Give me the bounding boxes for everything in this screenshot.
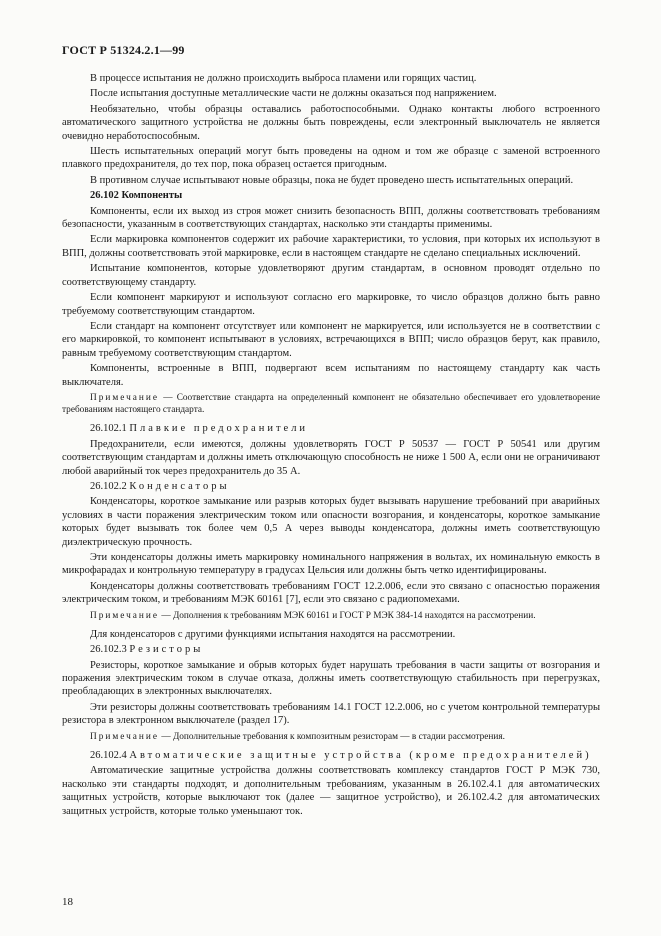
subsection-number: 26.102.2 [90,480,127,492]
paragraph: В процессе испытания не должно происходить выброса пламени или горящих частиц. [90,73,477,84]
note-text: — Дополнительные требования к композитным резисторам — в стадии рассмотрения. [159,731,505,742]
subsection-title: Резисторы [129,644,204,656]
subsection-heading [62,643,600,656]
paragraph: Необязательно, чтобы образцы оставались работоспособными. Однако контакты любого встроенного автоматического защитного устройства не должны быть повреждены, если электронный выключатель не является очевидно неработоспособным. [62,103,600,142]
note-text: — Соответствие стандарта на определенный компонент не обязательно обеспечивает его удовлетворение требованиям настоящего стандарта. [62,392,600,416]
note-label: Примечание [90,610,159,621]
paragraph: Компоненты, встроенные в ВПП, подвергают всем испытаниям по настоящему стандарту как часть выключателя. [62,363,600,388]
paragraph: Если маркировка компонентов содержит их рабочие характеристики, то условия, при которых их используют в ВПП, должны соответствовать этой маркировке, если в настоящем стандарте не сделано специальных исключений. [62,234,600,259]
paragraph: После испытания доступные металлические части не должны оказаться под напряжением. [90,88,497,100]
section-heading: 26.102 Компоненты [90,190,183,202]
page-number: 18 [62,896,73,908]
subsection-number: 26.102.4 [90,749,127,761]
subsection-number: 26.102.3 [90,644,127,656]
paragraph: Эти конденсаторы должны иметь маркировку номинального напряжения в вольтах, их номинальную емкость в микрофарадах и контрольную температуру в градусах Цельсия или должны быть четко идентифицированы. [62,552,600,577]
paragraph: Резисторы, короткое замыкание и обрыв которых будет нарушать требования в части защиты от возгорания и поражения электрическим током в случае отказа, должны иметь соответствующую стабильность при перегрузках, преобладающих в электронных выключателях. [62,659,600,698]
note [62,610,600,622]
paragraph: Для конденсаторов с другими функциями испытания находятся на рассмотрении. [90,628,456,640]
paragraph: Автоматические защитные устройства должны соответствовать комплексу стандартов ГОСТ Р МЭК 730, насколько эти стандарты подходят, и дополнительным требованиям, указанным в 26.102.4.1 для автоматических защитных устройств, которые выключают ток (далее — защитное устройство), и 26.102.4.2 для автоматических защитных устройств, которые только уменьшают ток. [62,765,600,817]
document-body [62,72,600,820]
paragraph: Шесть испытательных операций могут быть проведены на одном и том же образце с заменой встроенного плавкого предохранителя, до тех пор, пока образец остается пригодным. [62,146,600,171]
paragraph: Конденсаторы, короткое замыкание или разрыв которых будет вызывать нарушение требований при аварийных условиях в части поражения электрическим током или опасности возгорания, и конденсаторы, короткое замыкание которых будет вызывать ток более чем 0,5 А через выводы конденсатора, должны иметь соответствующую диэлектрическую прочность. [62,496,600,548]
paragraph: Испытание компонентов, которые удовлетворяют другим стандартам, в основном проводят отдельно по соответствующему стандарту. [62,263,600,288]
note-text: — Дополнения к требованиям МЭК 60161 и ГОСТ Р МЭК 384-14 находятся на рассмотрении. [159,610,536,621]
paragraph: Компоненты, если их выход из строя может снизить безопасность ВПП, должны соответствовать требованиям безопасности, указанным в соответствующих стандартах, насколько эти стандарты применимы. [62,205,600,231]
note-label: Примечание [90,392,159,403]
subsection-title: Плавкие предохранители [129,423,309,435]
subsection-heading [62,422,600,435]
subsection-number: 26.102.1 [90,423,127,435]
paragraph: Конденсаторы должны соответствовать требованиям ГОСТ 12.2.006, если это связано с опасностью поражения электрическим током, и требованиям МЭК 60161 [7], если это связано с радиопомехами. [62,580,600,606]
note [62,731,600,743]
note [62,392,600,416]
paragraph: Если компонент маркируют и используют согласно его маркировке, то число образцов должно быть равно требуемому соответствующим стандартом. [62,292,600,317]
paragraph: В противном случае испытывают новые образцы, пока не будет проведено шесть испытательных операций. [90,174,574,186]
subsection-heading [62,480,600,493]
standard-header: ГОСТ Р 51324.2.1—99 [62,43,185,57]
paragraph: Если стандарт на компонент отсутствует или компонент не маркируется, или используется не в соответствии с его маркировкой, то компонент испытывают в условиях, встречающихся в ВПП; число образцов берут, как правило, равным требуемому соответствующим стандартом. [62,320,600,359]
paragraph: Предохранители, если имеются, должны удовлетворять ГОСТ Р 50537 — ГОСТ Р 50541 или другим соответствующим стандартам и должны иметь отключающую способность не ниже 1 500 А, если они не ограничивают любой аварийный ток через предохранитель до 35 А. [62,438,600,477]
subsection-title: Конденсаторы [129,480,230,492]
note-label: Примечание [90,731,159,742]
paragraph: Эти резисторы должны соответствовать требованиям 14.1 ГОСТ 12.2.006, но с учетом контрольной температуры резистора в электронном выключателе (раздел 17). [62,701,600,727]
subsection-heading [62,749,600,762]
subsection-title: Автоматические защитные устройства (кроме предохранителей) [129,749,592,761]
